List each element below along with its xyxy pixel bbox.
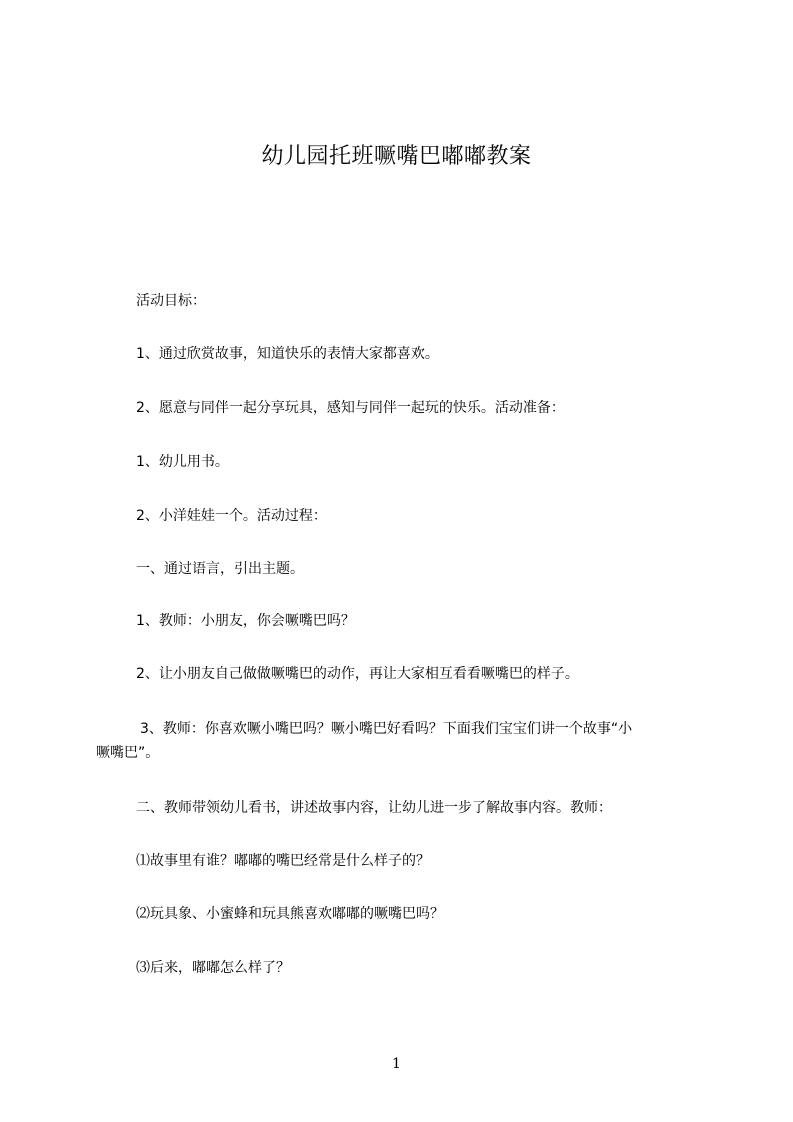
paragraph-step-1: 1、教师：小朋友，你会噘嘴巴吗？	[136, 613, 355, 629]
paragraph-activity-goals: 活动目标：	[136, 293, 206, 309]
paragraph-question-2: ⑵玩具象、小蜜蜂和玩具熊喜欢嘟嘟的噘嘴巴吗？	[136, 906, 444, 922]
paragraph-prep-1: 1、幼儿用书。	[136, 454, 229, 470]
paragraph-question-1: ⑴故事里有谁？嘟嘟的嘴巴经常是什么样子的？	[136, 853, 430, 869]
paragraph-section-1: 一、通过语言，引出主题。	[136, 561, 304, 577]
paragraph-question-3: ⑶后来，嘟嘟怎么样了？	[136, 960, 290, 976]
paragraph-goal-1: 1、通过欣赏故事，知道快乐的表情大家都喜欢。	[136, 346, 439, 362]
paragraph-section-2: 二、教师带领幼儿看书，讲述故事内容，让幼儿进一步了解故事内容。教师：	[136, 800, 612, 816]
paragraph-step-3-continued: 噘嘴巴”。	[96, 745, 160, 761]
paragraph-goal-2: 2、愿意与同伴一起分享玩具，感知与同伴一起玩的快乐。活动准备：	[136, 400, 565, 416]
paragraph-step-3: 3、教师：你喜欢噘小嘴巴吗？噘小嘴巴好看吗？下面我们宝宝们讲一个故事“小	[140, 721, 633, 737]
paragraph-step-2: 2、让小朋友自己做做噘嘴巴的动作，再让大家相互看看噘嘴巴的样子。	[136, 666, 579, 682]
document-title: 幼儿园托班噘嘴巴嘟嘟教案	[261, 144, 532, 169]
paragraph-prep-2: 2、小洋娃娃一个。活动过程：	[136, 508, 327, 524]
page-number: 1	[392, 1056, 401, 1072]
